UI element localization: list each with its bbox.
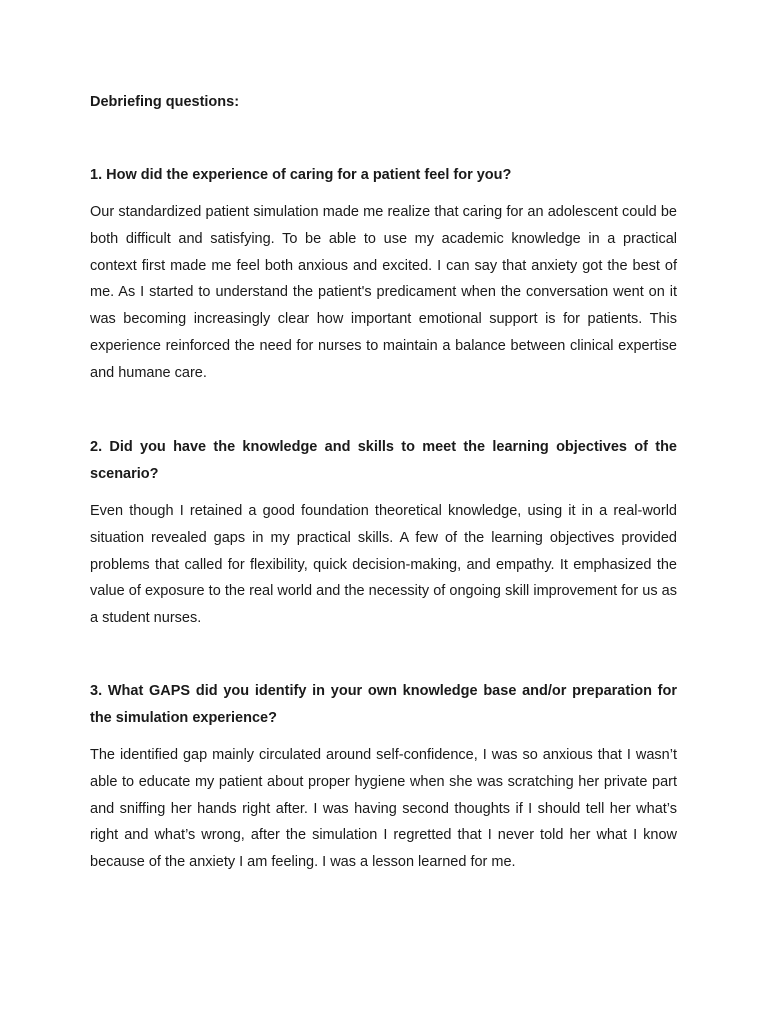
answer-3: The identified gap mainly circulated around self-confidence, I was so anxious that I wasn’t able to educate my patient about proper hygiene when she was scratching her private part and sniffing her hands right after. I was having second thoughts if I should tell her what’s right and what’s wrong, after the simulation I regretted that I never told her what I know because of the anxiety I am feeling. I was a lesson learned for me. bbox=[90, 747, 677, 871]
document-heading: Debriefing questions: bbox=[90, 94, 240, 110]
question-1: 1. How did the experience of caring for a patient feel for you? bbox=[90, 167, 512, 183]
document-page bbox=[90, 92, 677, 871]
question-3: 3. What GAPS did you identify in your own knowledge base and/or preparation for the simulation experience? bbox=[90, 683, 677, 726]
question-section-1 bbox=[90, 162, 677, 387]
answer-1: Our standardized patient simulation made me realize that caring for an adolescent could be both difficult and satisfying. To be able to use my academic knowledge in a practical context first made me feel both anxious and excited. I can say that anxiety got the best of me. As I started to understand the patient's predicament when the conversation went on it was becoming increasingly clear how important emotional support is for patients. This experience reinforced the need for nurses to maintain a balance between clinical expertise and humane care. bbox=[90, 204, 677, 381]
answer-2: Even though I retained a good foundation theoretical knowledge, using it in a real-world situation revealed gaps in my practical skills. A few of the learning objectives provided problems that called for flexibility, quick decision-making, and empathy. It emphasized the value of exposure to the real world and the necessity of ongoing skill improvement for us as a student nurses. bbox=[90, 503, 677, 627]
question-section-2 bbox=[90, 434, 677, 632]
question-section-3 bbox=[90, 678, 677, 876]
question-2: 2. Did you have the knowledge and skills to meet the learning objectives of the scenario? bbox=[90, 439, 677, 482]
